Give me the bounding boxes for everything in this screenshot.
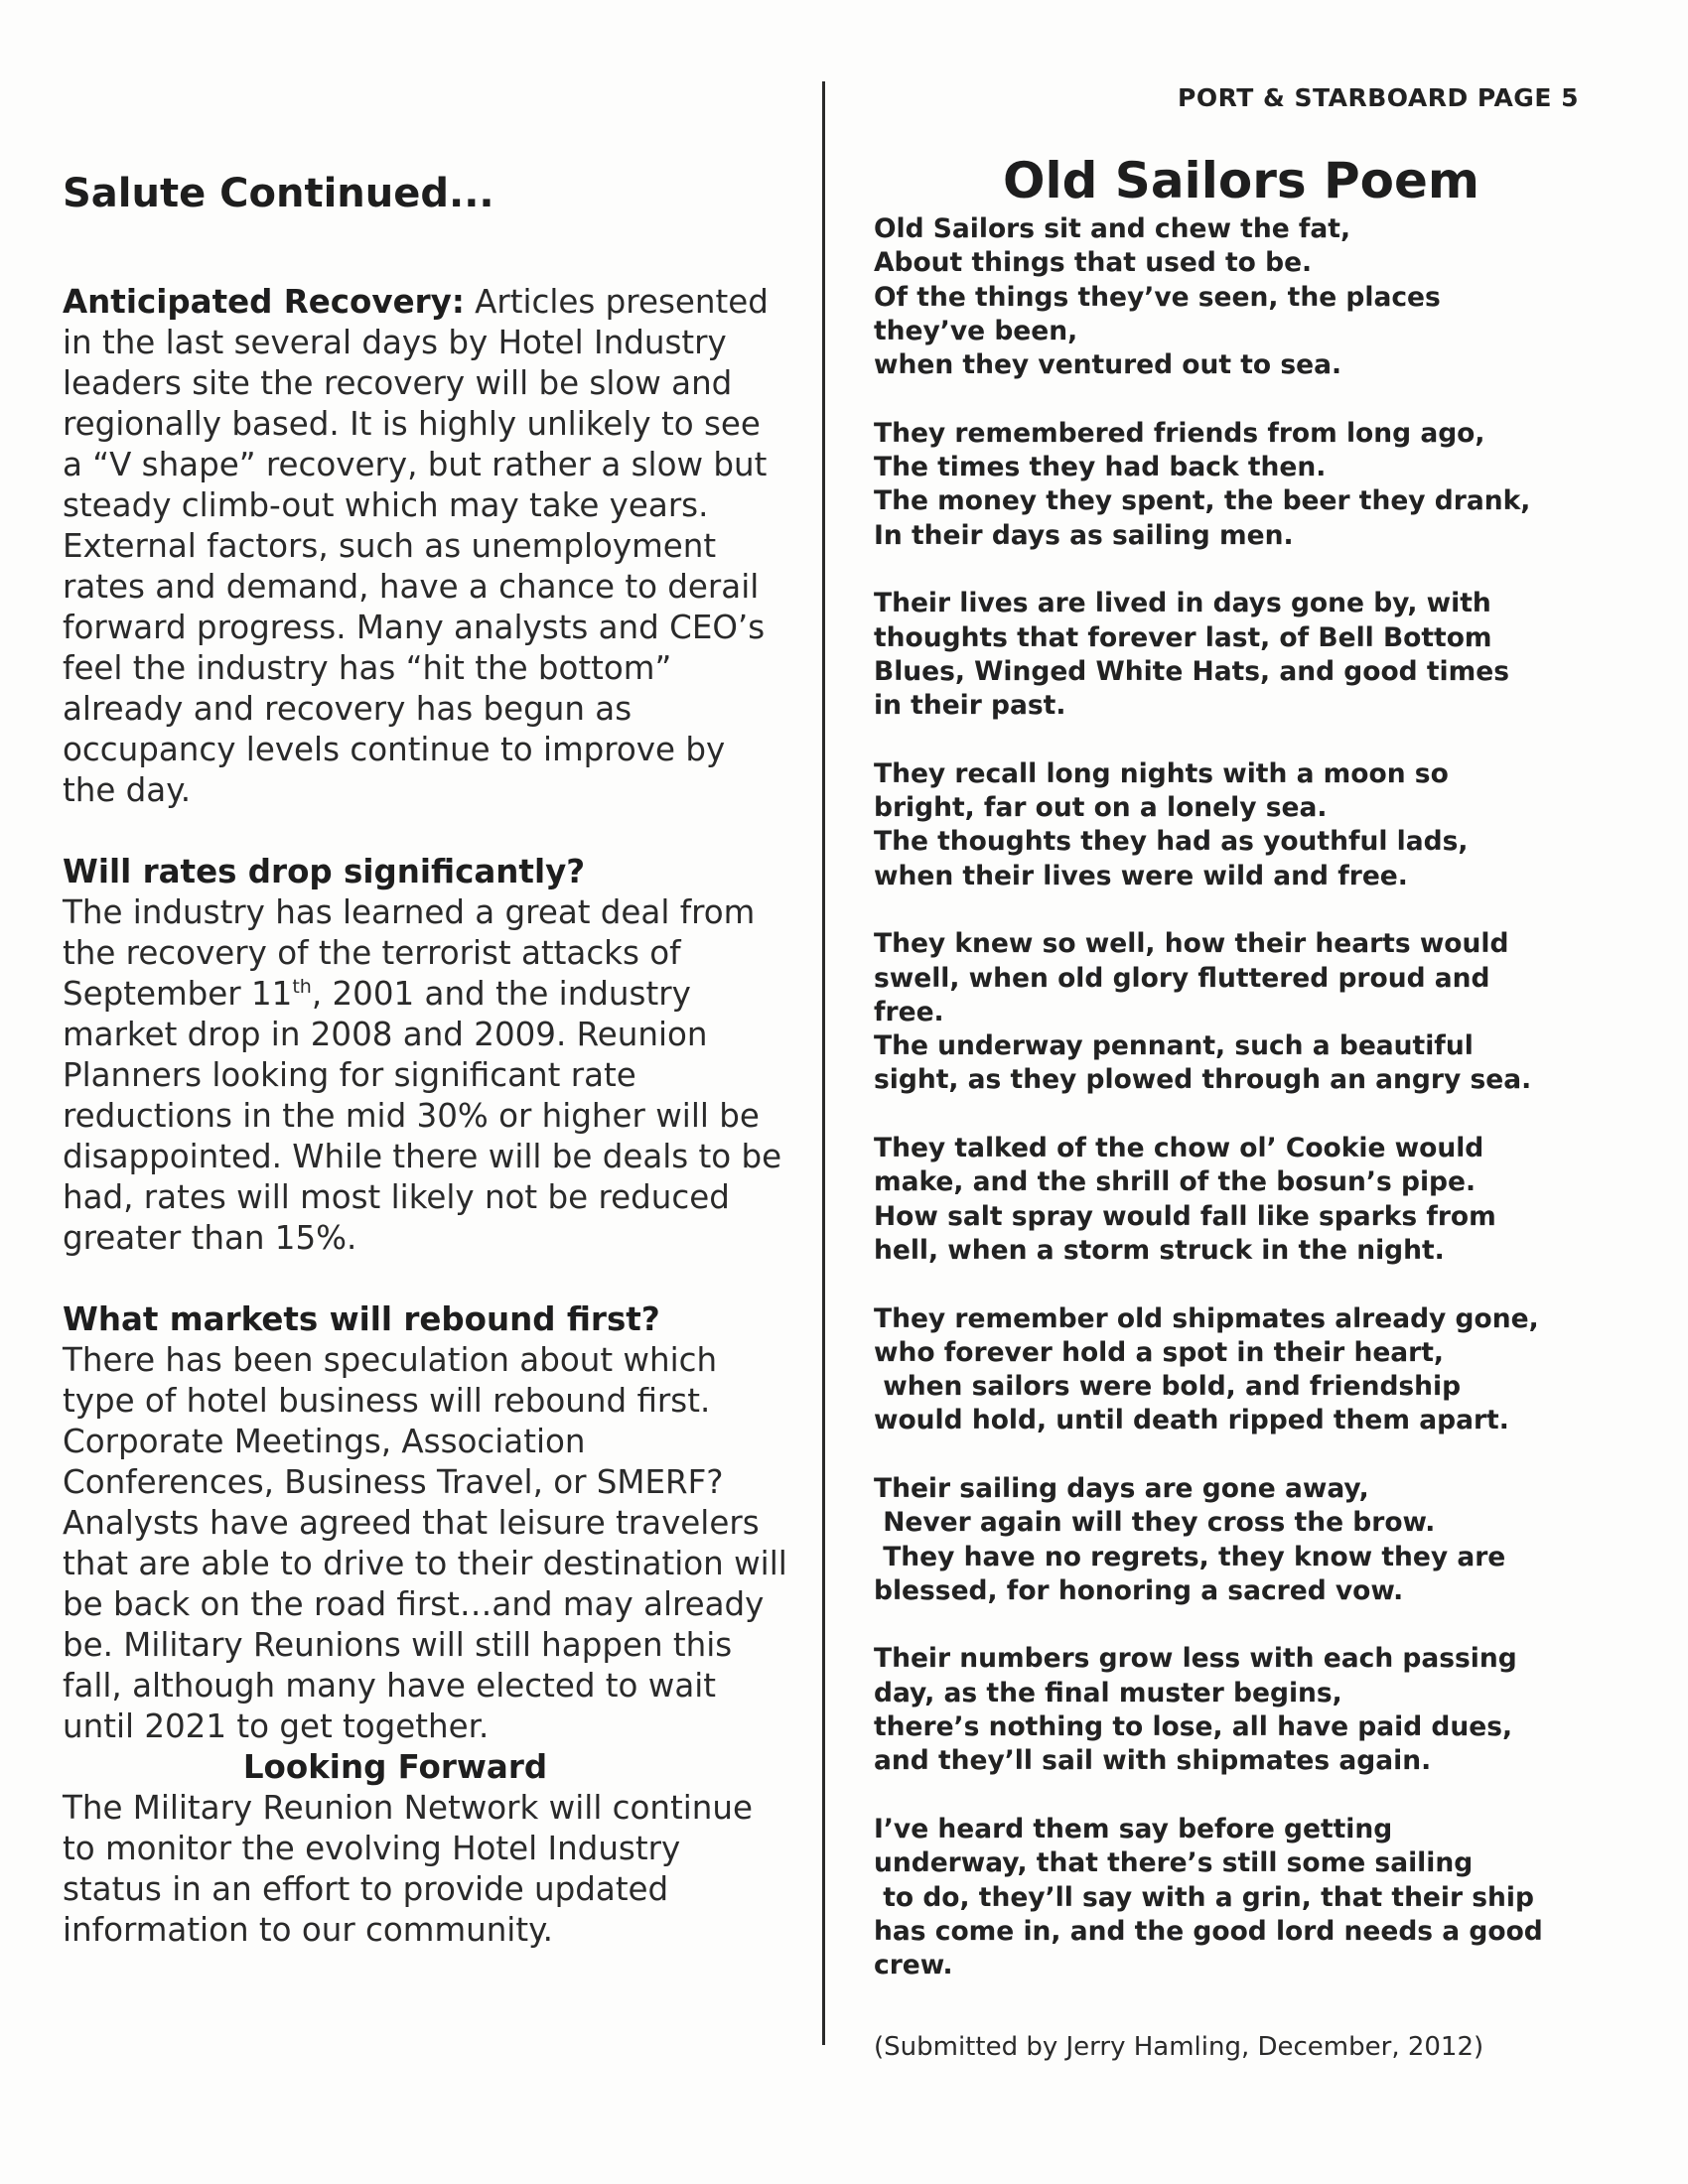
poem-stanza (874, 1302, 1599, 1438)
poem-stanza (874, 1642, 1599, 1778)
poem-stanza (874, 587, 1599, 723)
rates-paragraph (63, 892, 787, 1259)
forward-heading: Looking Forward (242, 1748, 548, 1786)
poem-line: thoughts that forever last, of Bell Bottom (874, 621, 1492, 653)
poem-line: Their lives are lived in days gone by, with (874, 588, 1491, 619)
poem-line: they’ve been, (874, 315, 1078, 346)
recovery-heading: Anticipated Recovery: (63, 283, 465, 321)
poem-line: The thoughts they had as youthful lads, (874, 826, 1469, 858)
poem-line: has come in, and the good lord needs a good (874, 1915, 1543, 1947)
poem-line: The times they had back then. (874, 452, 1327, 483)
poem-line: swell, when old glory fluttered proud and (874, 962, 1490, 994)
poem-line: The money they spent, the beer they drank, (874, 485, 1531, 517)
poem-line: in their past. (874, 690, 1066, 722)
poem-line: bright, far out on a lonely sea. (874, 792, 1328, 824)
poem-line: The underway pennant, such a beautiful (874, 1030, 1474, 1062)
right-column (874, 149, 1599, 2062)
rates-superscript: th (292, 976, 312, 999)
poem-line: They remembered friends from long ago, (874, 417, 1485, 449)
section-title: Salute Continued... (63, 171, 494, 216)
poem-line: day, as the final muster begins, (874, 1677, 1342, 1708)
poem-line: Their sailing days are gone away, (874, 1472, 1369, 1504)
poem-credit: (Submitted by Jerry Hamling, December, 2012) (874, 2032, 1484, 2063)
markets-text: There has been speculation about which type of hotel business will rebound first. Corporate Meetings, Association Conferences, Business Travel, or SMERF? Analysts have agreed that leisure travelers that are able to drive to their destination will be back on the road first…and may already be. Military Reunions will still happen this fall, although many have elected to wait until 2021 to get together. (63, 1341, 787, 1745)
poem-line: They recall long nights with a moon so (874, 757, 1449, 789)
rates-heading: Will rates drop significantly? (63, 853, 586, 890)
poem-line: They knew so well, how their hearts would (874, 928, 1509, 960)
poem-line: Of the things they’ve seen, the places (874, 281, 1441, 313)
poem-stanza (874, 927, 1599, 1097)
poem-stanza (874, 212, 1599, 382)
rates-text-after: , 2001 and the industry market drop in 2008 and 2009. Reunion Planners looking for significant rate reductions in the mid 30% or higher will be disappointed. While there will be deals to be had, rates will most likely not be reduced greater than 15%. (63, 975, 782, 1257)
poem-line: How salt spray would fall like sparks from (874, 1200, 1496, 1232)
poem-stanza (874, 757, 1599, 893)
column-divider (822, 81, 825, 2045)
poem-body (874, 212, 1599, 1982)
poem-stanza (874, 417, 1599, 553)
recovery-text: Articles presented in the last several days by Hotel Industry leaders site the recovery will be slow and regionally based. It is highly unlikely to see a “V shape” recovery, but rather a slow but steady climb-out which may take years. External factors, such as unemployment rates and demand, have a chance to derail forward progress. Many analysts and CEO’s feel the industry has “hit the bottom” already and recovery has begun as occupancy levels continue to improve by the day. (63, 283, 769, 809)
poem-stanza (874, 1132, 1599, 1268)
poem-line: Never again will they cross the brow. (874, 1507, 1436, 1539)
poem-line: Their numbers grow less with each passing (874, 1643, 1517, 1675)
forward-text: The Military Reunion Network will continue to monitor the evolving Hotel Industry status in an effort to provide updated information to our community. (63, 1789, 753, 1949)
poem-line: I’ve heard them say before getting (874, 1813, 1393, 1844)
page-header: PORT & STARBOARD PAGE 5 (1178, 83, 1579, 112)
recovery-section (63, 282, 787, 811)
markets-heading: What markets will rebound first? (63, 1300, 660, 1338)
poem-line: when they ventured out to sea. (874, 349, 1342, 381)
poem-line: when their lives were wild and free. (874, 860, 1408, 891)
poem-line: sight, as they plowed through an angry sea. (874, 1064, 1532, 1096)
poem-line: make, and the shrill of the bosun’s pipe. (874, 1166, 1477, 1198)
poem-line: They talked of the chow ol’ Cookie would (874, 1133, 1484, 1164)
poem-title: Old Sailors Poem (1002, 152, 1480, 209)
poem-line: and they’ll sail with shipmates again. (874, 1745, 1432, 1777)
poem-line: to do, they’ll say with a grin, that their ship (874, 1881, 1534, 1913)
recovery-paragraph (63, 282, 787, 811)
poem-line: free. (874, 996, 944, 1027)
markets-section (63, 1299, 787, 1951)
poem-line: They have no regrets, they know they are (874, 1541, 1506, 1572)
poem-line: there’s nothing to lose, all have paid dues, (874, 1711, 1513, 1743)
poem-line: blessed, for honoring a sacred vow. (874, 1574, 1404, 1606)
poem-line: They remember old shipmates already gone, (874, 1302, 1539, 1334)
poem-line: About things that used to be. (874, 247, 1313, 279)
poem-stanza (874, 1472, 1599, 1608)
poem-line: Old Sailors sit and chew the fat, (874, 213, 1351, 244)
poem-stanza (874, 1813, 1599, 1982)
poem-line: crew. (874, 1950, 953, 1981)
poem-line: underway, that there’s still some sailing (874, 1847, 1474, 1879)
poem-line: when sailors were bold, and friendship (874, 1371, 1462, 1403)
poem-line: Blues, Winged White Hats, and good times (874, 655, 1509, 687)
poem-line: hell, when a storm struck in the night. (874, 1234, 1445, 1266)
rates-section (63, 852, 787, 1259)
left-column (63, 159, 787, 1951)
poem-line: who forever hold a spot in their heart, (874, 1336, 1444, 1368)
poem-line: would hold, until death ripped them apart. (874, 1405, 1509, 1436)
poem-line: In their days as sailing men. (874, 519, 1294, 551)
rates-text-before: The industry has learned a great deal from the recovery of the terrorist attacks of September 11 (63, 893, 756, 1013)
